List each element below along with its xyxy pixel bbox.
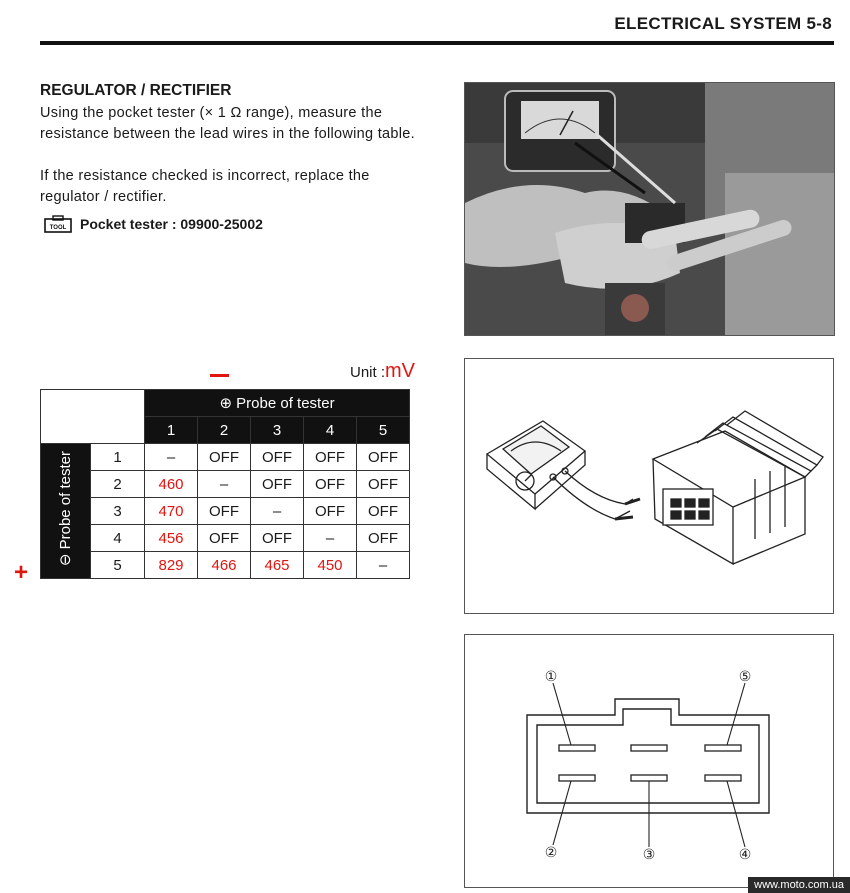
instruction-paragraph: Using the pocket tester (× 1 Ω range), measure the resistance between the lead wires in the following table.	[40, 105, 415, 142]
table-row	[41, 525, 410, 552]
resistance-table	[40, 389, 410, 579]
col-header-1: 1	[145, 417, 198, 444]
row-label: 4	[91, 525, 145, 552]
col-header-4: 4	[304, 417, 357, 444]
row-label: 2	[91, 471, 145, 498]
table-cell: 466	[198, 552, 251, 579]
table-cell: 829	[145, 552, 198, 579]
table-row	[41, 552, 410, 579]
table-cell: OFF	[198, 444, 251, 471]
table-cell: OFF	[304, 498, 357, 525]
pin-label-5: ⑤	[738, 669, 752, 685]
table-cell: 456	[145, 525, 198, 552]
row-label: 5	[91, 552, 145, 579]
col-header-5: 5	[357, 417, 410, 444]
row-header-text: ⊖ Probe of tester	[56, 451, 74, 567]
header-rule	[40, 41, 834, 45]
table-cell: 470	[145, 498, 198, 525]
table-cell: 460	[145, 471, 198, 498]
pin-label-4: ④	[738, 847, 752, 863]
unit-label-line	[350, 360, 415, 383]
table-cell: 465	[251, 552, 304, 579]
table-cell: OFF	[357, 525, 410, 552]
table-cell: OFF	[304, 471, 357, 498]
row-label: 1	[91, 444, 145, 471]
watermark: www.moto.com.ua	[748, 877, 850, 893]
col-header-probe: ⊕ Probe of tester	[145, 390, 410, 417]
table-cell: –	[145, 444, 198, 471]
minus-annotation-icon	[210, 374, 229, 377]
tool-label: Pocket tester : 09900-25002	[80, 216, 263, 232]
table-cell: OFF	[198, 525, 251, 552]
table-cell: OFF	[251, 471, 304, 498]
table-cell: OFF	[251, 525, 304, 552]
regulator-tester-figure	[464, 358, 834, 614]
table-cell: OFF	[251, 444, 304, 471]
table-cell: OFF	[357, 498, 410, 525]
table-row	[41, 444, 410, 471]
replace-paragraph: If the resistance checked is incorrect, replace the regulator / rectifier.	[40, 168, 370, 205]
table-cell: OFF	[198, 498, 251, 525]
table-corner-cell	[41, 390, 145, 444]
row-header-probe	[41, 444, 91, 579]
table-row	[41, 471, 410, 498]
table-cell: 450	[304, 552, 357, 579]
table-cell: OFF	[304, 444, 357, 471]
tool-icon-text: TOOL	[49, 225, 67, 231]
table-cell: –	[357, 552, 410, 579]
table-cell: –	[251, 498, 304, 525]
table-cell: –	[198, 471, 251, 498]
tester-photo-illustration	[465, 83, 834, 335]
table-row	[41, 498, 410, 525]
tester-regulator-drawing	[465, 359, 833, 613]
row-label: 3	[91, 498, 145, 525]
page-header-title: ELECTRICAL SYSTEM 5-8	[614, 14, 832, 33]
table-cell: OFF	[357, 471, 410, 498]
pin-label-2: ②	[544, 845, 558, 861]
table-cell: OFF	[357, 444, 410, 471]
col-header-3: 3	[251, 417, 304, 444]
pin-label-3: ③	[642, 847, 656, 863]
tester-photo	[464, 82, 835, 336]
table-cell: –	[304, 525, 357, 552]
connector-pinout-drawing	[465, 635, 833, 887]
connector-pinout-figure	[464, 634, 834, 888]
plus-annotation: +	[14, 559, 29, 586]
unit-label: Unit :	[350, 364, 386, 381]
unit-value: mV	[385, 360, 416, 382]
section-title: REGULATOR / RECTIFIER	[40, 82, 232, 99]
tool-box-icon	[44, 215, 72, 233]
pin-label-1: ①	[544, 669, 558, 685]
col-header-2: 2	[198, 417, 251, 444]
tool-line	[44, 215, 263, 233]
